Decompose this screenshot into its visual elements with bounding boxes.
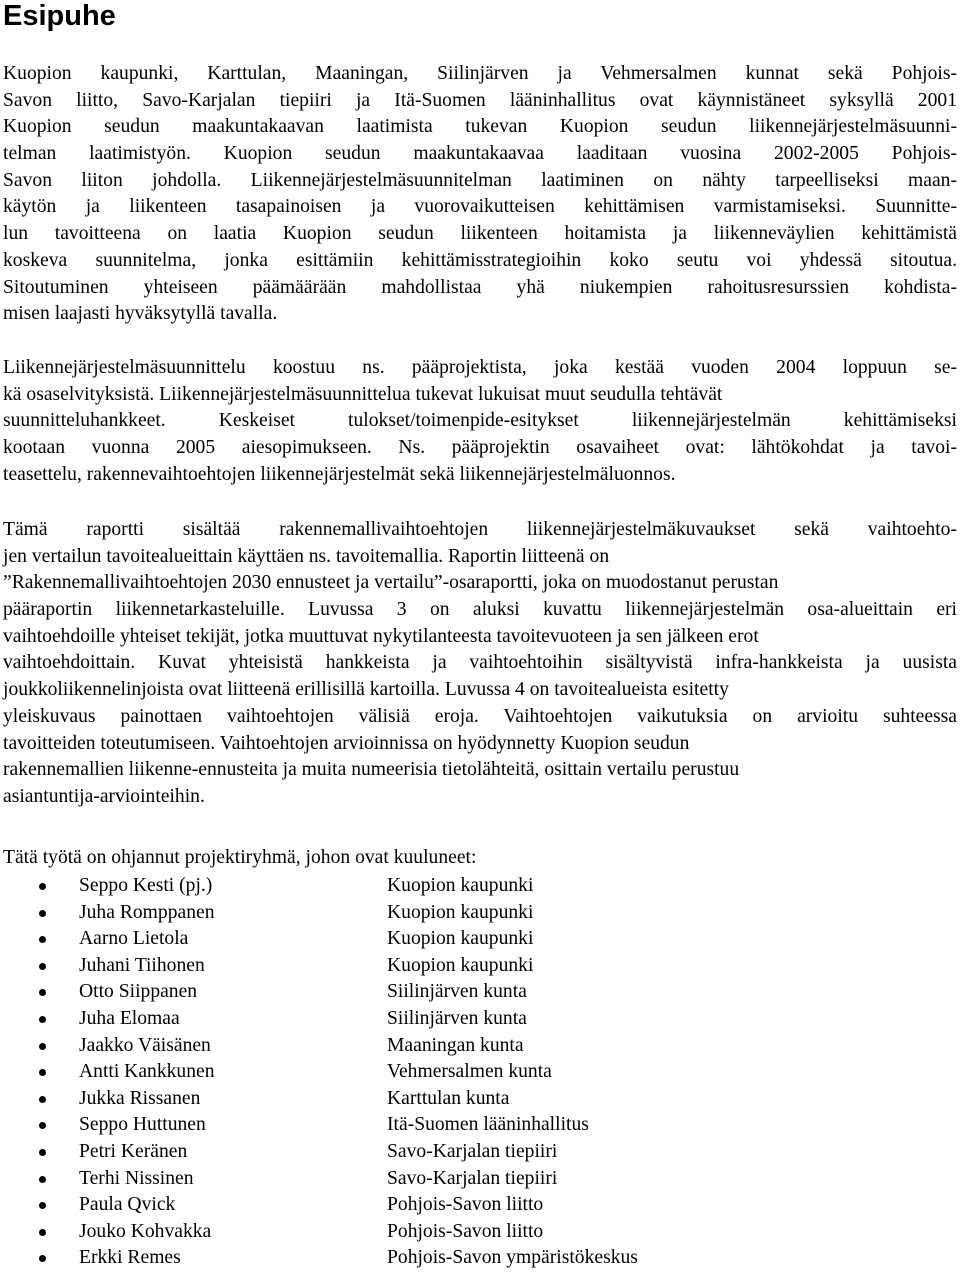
text-line: joukkoliikennelinjoista ovat liitteenä erillisillä kartoilla. Luvussa 4 on tavoitealueista esitetty xyxy=(3,679,729,701)
member-name: Antti Kankkunen xyxy=(79,1061,215,1083)
member-name: Juha Romppanen xyxy=(79,901,215,923)
list-item xyxy=(0,1112,960,1139)
member-organization: Pohjois-Savon ympäristökeskus xyxy=(387,1247,638,1269)
bullet-icon xyxy=(39,1202,46,1209)
member-organization: Kuopion kaupunki xyxy=(387,875,534,896)
list-item xyxy=(0,1166,960,1193)
paragraph-intro xyxy=(3,61,957,328)
member-name: Jukka Rissanen xyxy=(79,1087,201,1109)
member-name: Jaakko Väisänen xyxy=(79,1034,211,1056)
text-line: Tätä työtä on ohjannut projektiryhmä, johon ovat kuuluneet: xyxy=(3,847,477,868)
text-line: ”Rakennemallivaihtoehtojen 2030 ennusteet ja vertailu”-osaraportti, joka on muodostanut perustan xyxy=(3,572,779,594)
list-item xyxy=(0,953,960,980)
member-name: Paula Qvick xyxy=(79,1194,176,1216)
bullet-icon xyxy=(39,989,46,996)
list-item xyxy=(0,1059,960,1086)
list-item xyxy=(0,1219,960,1246)
bullet-icon xyxy=(39,1069,46,1076)
member-organization: Siilinjärven kunta xyxy=(387,1007,527,1029)
member-name: Petri Keränen xyxy=(79,1140,188,1162)
list-item xyxy=(0,1139,960,1166)
member-name: Aarno Lietola xyxy=(79,928,189,950)
text-line: pääraportin liikennetarkasteluille. Luvussa 3 on aluksi kuvattu liikennejärjestelmän osa-alueittain eri xyxy=(3,599,957,621)
member-name: Erkki Remes xyxy=(79,1247,181,1269)
text-line: Savon liitto, Savo-Karjalan tiepiiri ja Itä-Suomen lääninhallitus ovat käynnistäneet syksyllä 2001 xyxy=(3,89,957,111)
text-line: suunnitteluhankkeet. Keskeiset tulokset/toimenpide-esitykset liikennejärjestelmän kehittämiseksi xyxy=(3,410,957,432)
bullet-icon xyxy=(39,936,46,943)
text-line: rakennemallien liikenne-ennusteita ja muita numeerisia tietolähteitä, osittain vertailu perustuu xyxy=(3,759,740,781)
text-line: kootaan vuonna 2005 aiesopimukseen. Ns. pääprojektin osavaiheet ovat: lähtökohdat ja tavoi- xyxy=(3,437,957,459)
member-name: Terhi Nissinen xyxy=(79,1167,194,1189)
text-line: Liikennejärjestelmäsuunnittelu koostuu ns. pääprojektista, joka kestää vuoden 2004 loppuun se- xyxy=(3,357,957,378)
member-organization: Itä-Suomen lääninhallitus xyxy=(387,1114,589,1136)
bullet-icon xyxy=(39,1255,46,1262)
member-organization: Karttulan kunta xyxy=(387,1087,510,1109)
member-name: Jouko Kohvakka xyxy=(79,1220,212,1242)
list-item xyxy=(0,900,960,927)
bullet-icon xyxy=(39,1122,46,1129)
member-name: Seppo Kesti (pj.) xyxy=(79,875,213,896)
text-line: vaihtoehdoille yhteiset tekijät, jotka muuttuvat nykytilanteesta tavoitevuoteen ja sen jälkeen erot xyxy=(3,625,759,647)
paragraph-structure xyxy=(3,355,957,488)
member-name: Juhani Tiihonen xyxy=(79,954,205,976)
project-group-list xyxy=(0,873,960,1272)
member-name: Seppo Huttunen xyxy=(79,1114,206,1136)
text-line: Tämä raportti sisältää rakennemallivaihtoehtojen liikennejärjestelmäkuvaukset sekä vaihtoehto- xyxy=(3,519,957,540)
list-item xyxy=(0,926,960,953)
bullet-icon xyxy=(39,1176,46,1183)
list-item xyxy=(0,1245,960,1272)
text-line: koskeva suunnitelma, jonka esittämiin kehittämisstrategioihin koko seutu voi yhdessä sitoutua. xyxy=(3,249,957,271)
bullet-icon xyxy=(39,1149,46,1156)
bullet-icon xyxy=(39,1229,46,1236)
text-line: käytön ja liikenteen tasapainoisen ja vuorovaikutteisen kehittämisen varmistamiseksi. Suunnitte- xyxy=(3,196,957,218)
text-line: kä osaselvityksistä. Liikennejärjestelmäsuunnittelua tukevat lukuisat muut seudulla tehtävät xyxy=(3,383,723,405)
bullet-icon xyxy=(39,1016,46,1023)
page-title: Esipuhe xyxy=(3,0,116,32)
text-line: Savon liiton johdolla. Liikennejärjestelmäsuunnitelman laatiminen on nähty tarpeelliseksi maan- xyxy=(3,169,957,191)
list-item xyxy=(0,1192,960,1219)
text-line: jen vertailun tavoitealueittain käyttäen ns. tavoitemallia. Raportin liitteenä on xyxy=(3,545,610,567)
member-name: Juha Elomaa xyxy=(79,1007,180,1029)
text-line: Kuopion seudun maakuntakaavan laatimista tukevan Kuopion seudun liikennejärjestelmäsuunni- xyxy=(3,116,957,138)
bullet-icon xyxy=(39,1096,46,1103)
list-item xyxy=(0,979,960,1006)
text-line: Kuopion kaupunki, Karttulan, Maaningan, Siilinjärven ja Vehmersalmen kunnat sekä Pohjois- xyxy=(3,63,957,84)
member-organization: Savo-Karjalan tiepiiri xyxy=(387,1140,558,1162)
bullet-icon xyxy=(39,1043,46,1050)
member-organization: Pohjois-Savon liitto xyxy=(387,1220,544,1242)
paragraph-report-contents xyxy=(3,517,957,811)
list-item xyxy=(0,1033,960,1060)
member-organization: Kuopion kaupunki xyxy=(387,928,534,950)
bullet-icon xyxy=(39,910,46,917)
member-organization: Savo-Karjalan tiepiiri xyxy=(387,1167,558,1189)
member-name: Otto Siippanen xyxy=(79,981,198,1003)
list-item xyxy=(0,1086,960,1113)
member-organization: Kuopion kaupunki xyxy=(387,901,534,923)
bullet-icon xyxy=(39,883,46,890)
text-line: asiantuntija-arviointeihin. xyxy=(3,785,205,807)
text-line: tavoitteiden toteutumiseen. Vaihtoehtojen arvioinnissa on hyödynnetty Kuopion seudun xyxy=(3,732,690,754)
text-line: telman laatimistyön. Kuopion seudun maakuntakaavaa laaditaan vuosina 2002-2005 Pohjois- xyxy=(3,143,957,165)
member-organization: Vehmersalmen kunta xyxy=(387,1061,552,1083)
text-line: Sitoutuminen yhteiseen päämäärään mahdollistaa yhä niukempien rahoitusresurssien kohdista- xyxy=(3,276,957,298)
paragraph-project-group xyxy=(3,845,957,872)
text-line: teasettelu, rakennevaihtoehtojen liikennejärjestelmät sekä liikennejärjestelmäluonnos. xyxy=(3,463,676,485)
list-item xyxy=(0,873,960,900)
text-line: misen laajasti hyväksytyllä tavalla. xyxy=(3,303,278,325)
member-organization: Pohjois-Savon liitto xyxy=(387,1194,544,1216)
member-organization: Kuopion kaupunki xyxy=(387,954,534,976)
text-line: lun tavoitteena on laatia Kuopion seudun liikenteen hoitamista ja liikenneväylien kehittämistä xyxy=(3,223,957,245)
text-line: yleiskuvaus painottaen vaihtoehtojen välisiä eroja. Vaihtoehtojen vaikutuksia on arvioitu suhteessa xyxy=(3,705,957,727)
member-organization: Siilinjärven kunta xyxy=(387,981,527,1003)
list-item xyxy=(0,1006,960,1033)
text-line: vaihtoehdoittain. Kuvat yhteisistä hankkeista ja vaihtoehtoihin sisältyvistä infra-hankkeista ja uusista xyxy=(3,652,957,674)
bullet-icon xyxy=(39,963,46,970)
member-organization: Maaningan kunta xyxy=(387,1034,524,1056)
